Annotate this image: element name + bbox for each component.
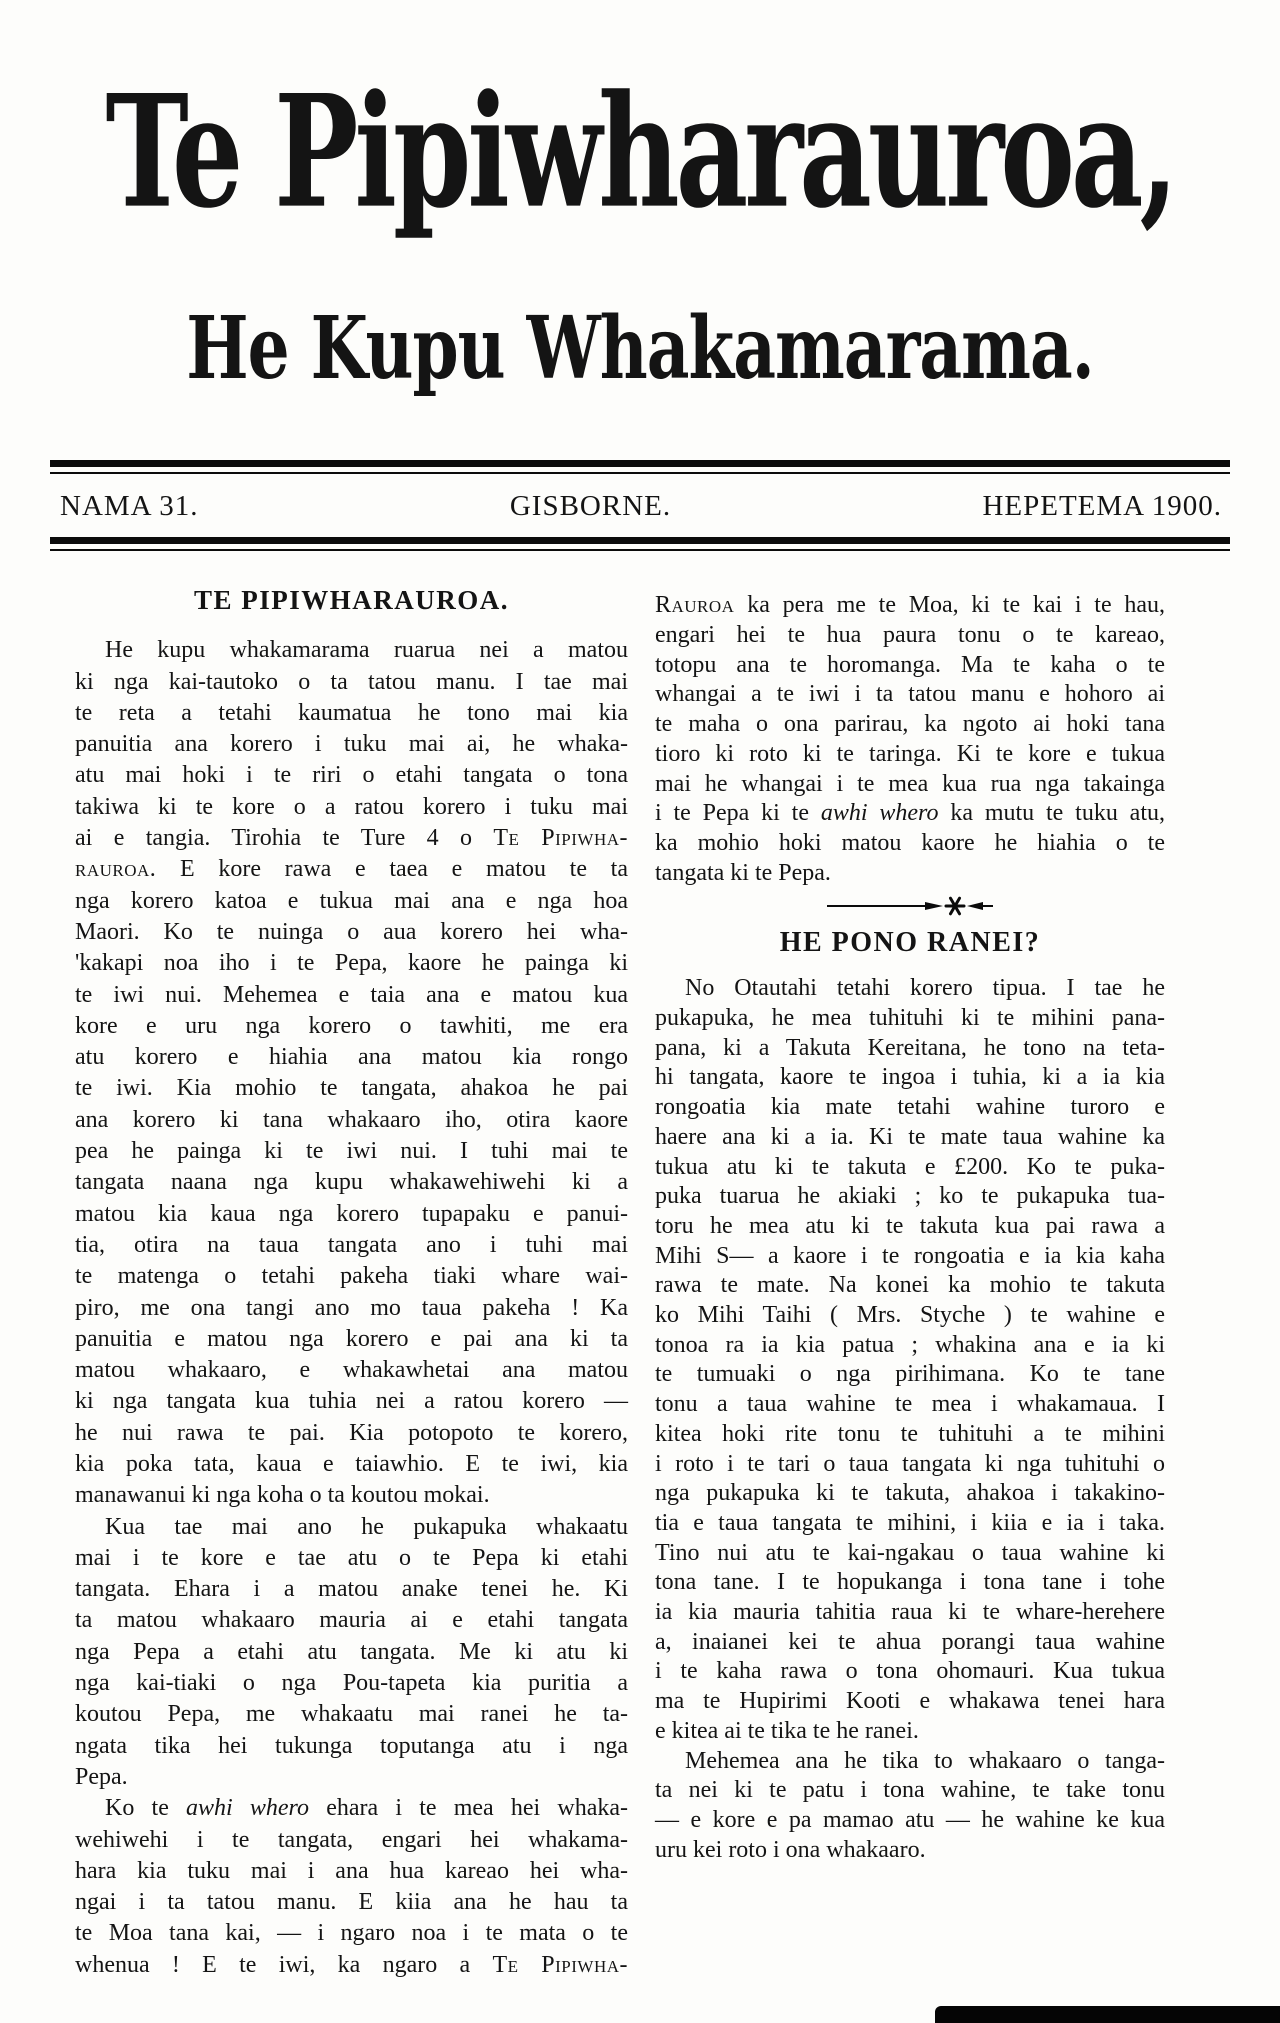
text-line: manawanui ki nga koha o ta koutou mokai. (75, 1482, 490, 1509)
text-line: kore e uru nga korero o tawhiti, me era (75, 1012, 628, 1039)
text-line: Mihi S— a kaore i te rongoatia e ia kia kaha (655, 1242, 1165, 1269)
text-line: ana korero ki tana whakaaro iho, otira kaore (75, 1106, 628, 1133)
scan-artifact-bar (935, 2006, 1280, 2023)
text-line: ko Mihi Taihi ( Mrs. Styche ) te wahine e (655, 1302, 1165, 1329)
article-columns (75, 579, 1165, 1981)
text-line: te iwi. Kia mohio te tangata, ahakoa he pai (75, 1075, 628, 1102)
text-line: Kua tae mai ano he pukapuka whakaatu (105, 1513, 628, 1540)
rule-thin (50, 549, 1230, 551)
text-line: he nui rawa te pai. Kia potopoto te korero, (75, 1419, 628, 1446)
right-column-text-top (655, 591, 1165, 888)
text-line: mai he whangai i te mea kua rua nga takainga (655, 770, 1165, 797)
left-column (75, 579, 628, 1981)
text-line: Tino nui atu te kai-ngakau o taua wahine ki (655, 1539, 1165, 1566)
left-column-text (75, 635, 628, 1981)
text-line: ki nga tangata kua tuhia nei a ratou korero — (75, 1388, 628, 1415)
text-line: nga Pepa a etahi atu tangata. Me ki atu ki (75, 1638, 628, 1665)
text-line: hara kia tuku mai i ana hua kareao hei wha- (75, 1857, 628, 1884)
paragraph (655, 591, 1165, 888)
rule-thick (50, 537, 1230, 544)
text-line: kitea hoki rite tonu te tuhituhi a te mihini (655, 1420, 1165, 1447)
text-line: te iwi nui. Mehemea e taia ana e matou kua (75, 981, 628, 1008)
text-line: tangata. Ehara i a matou anake tenei he. Ki (75, 1576, 628, 1603)
section-heading: HE PONO RANEI? (779, 927, 1041, 959)
text-line: a, inaianei kei te ahua porangi taua wahine (655, 1628, 1165, 1655)
text-line: pukapuka, he mea tuhituhi ki te mihini pana- (655, 1005, 1165, 1032)
text-line: matou kia kaua nga korero tupapaku e panui- (75, 1200, 628, 1227)
text-line: tangata naana nga kupu whakawehiwehi ki a (75, 1169, 628, 1196)
text-line: — e kore e pa mamao atu — he wahine ke kua (655, 1807, 1165, 1833)
text-line: ngata tika hei tukunga toputanga atu i nga (75, 1732, 628, 1759)
text-line: rongoatia kia mate tetahi wahine turoro e (655, 1094, 1165, 1121)
paragraph (655, 1747, 1165, 1866)
arrow-star-rule-icon (825, 896, 995, 916)
text-line: ta nei ki te patu i tona wahine, te take tonu (655, 1777, 1165, 1804)
masthead-title: Te Pipiwharauroa, (105, 62, 1175, 243)
text-line: panuitia e matou nga korero e pai ana ki ta (75, 1325, 628, 1352)
text-line: te reta a tetahi kaumatua he tono mai kia (75, 699, 628, 726)
text-line: Mehemea ana he tika to whakaaro o tanga- (685, 1747, 1165, 1774)
paragraph (655, 974, 1165, 1746)
text-line: atu mai hoki i te riri o etahi tangata o tona (75, 762, 628, 789)
text-line: uru kei roto i ona whakaaro. (655, 1836, 926, 1863)
text-line: tia, otira na taua tangata ano i tuhi mai (75, 1231, 628, 1258)
double-rule-bottom (50, 537, 1230, 551)
text-line: hi tangata, kaore te ingoa i tuhia, ki a ia kia (655, 1064, 1165, 1091)
text-line: 'kakapi noa iho i te Pepa, kaore he painga ki (75, 950, 628, 977)
masthead-subtitle: He Kupu Whakamarama. (186, 297, 1094, 400)
text-line: tonoa ra ia kia patua ; whakina ana e ia ki (655, 1331, 1165, 1358)
text-line: puka tuarua he akiaki ; ko te pukapuka tua- (655, 1183, 1165, 1210)
text-line: te maha o ona parirau, ka ngoto ai hoki tana (655, 711, 1165, 738)
text-line: koutou Pepa, me whakaatu mai ranei he ta- (75, 1701, 628, 1728)
text-line: toru he mea atu ki te takuta kua pai rawa a (655, 1212, 1165, 1239)
text-line: tukua atu ki te takuta e £200. Ko te puka- (655, 1153, 1165, 1180)
double-rule-top (50, 460, 1230, 474)
text-line: Pepa. (75, 1763, 128, 1790)
text-line: pea he painga ki te iwi nui. I tuhi mai te (75, 1138, 628, 1165)
text-line: mai i te kore e tae atu o te Pepa ki etahi (75, 1544, 628, 1571)
divider-ornament (655, 896, 1165, 916)
text-line: No Otautahi tetahi korero tipua. I tae he (685, 975, 1165, 1002)
text-line: panuitia ana korero i tuku mai ai, he whaka- (75, 731, 628, 758)
text-line: tangata ki te Pepa. (655, 859, 831, 886)
paragraph (75, 1512, 628, 1794)
text-line: tonu a taua wahine te mea i whakamaua. I (655, 1391, 1165, 1418)
text-line: atu korero e hiahia ana matou kia rongo (75, 1044, 628, 1071)
text-line: wehiwehi i te tangata, engari hei whakama- (75, 1826, 628, 1853)
text-line: tioro ki roto ki te taringa. Ki te kore e tukua (655, 740, 1165, 767)
text-line: whangai a te iwi i ta tatou manu e hohoro ai (655, 681, 1165, 708)
issue-bar (0, 474, 1280, 537)
text-line: Ko te awhi whero ehara i te mea hei whaka- (105, 1795, 628, 1822)
right-column-text (655, 974, 1165, 1865)
text-line: tia e taua tangata te mihini, i kiia e ia i taka. (655, 1509, 1165, 1536)
text-line: ki nga kai-tautoko o ta tatou manu. I tae mai (75, 668, 628, 695)
text-line: nga pukapuka ki te takuta, ahakoa i takakino- (655, 1480, 1165, 1507)
text-line: ai e tangia. Tirohia te Ture 4 o Te Pipiwha- (75, 825, 628, 852)
issue-number: NAMA 31. (60, 490, 199, 523)
text-line: engari hei te hua paura tonu o te kareao, (655, 621, 1165, 648)
issue-date: HEPETEMA 1900. (982, 490, 1222, 523)
text-line: nga korero katoa e tukua mai ana e nga hoa (75, 887, 628, 914)
text-line: whenua ! E te iwi, ka ngaro a Te Pipiwha- (75, 1951, 628, 1978)
text-line: rauroa. E kore rawa e taea e matou te ta (75, 856, 628, 883)
text-line: ka mohio hoki matou kaore he hiahia o te (655, 829, 1165, 856)
paragraph (75, 635, 628, 1511)
text-line: pana, ki a Takuta Kereitana, he tono na teta- (655, 1034, 1165, 1061)
text-line: piro, me ona tangi ano mo taua pakeha ! Ka (75, 1294, 628, 1321)
text-line: tona tane. I te hopukanga i tona tane i tohe (655, 1569, 1165, 1596)
text-line: Maori. Ko te nuinga o aua korero hei wha- (75, 918, 628, 945)
text-line: te tumuaki o nga pirihimana. Ko te tane (655, 1361, 1165, 1388)
text-line: takiwa ki te kore o a ratou korero i tuku mai (75, 793, 628, 820)
text-line: i te Pepa ki te awhi whero ka mutu te tuku atu, (655, 800, 1165, 827)
paragraph (75, 1793, 628, 1981)
text-line: ta matou whakaaro mauria ai e etahi tangata (75, 1607, 628, 1634)
text-line: te Moa tana kai, — i ngaro noa i te mata o te (75, 1920, 628, 1947)
right-column (655, 579, 1165, 1981)
text-line: i roto i te tari o taua tangata ki nga tuhituhi o (655, 1450, 1165, 1477)
text-line: haere ana ki a ia. Ki te mate taua wahine ka (655, 1123, 1165, 1150)
text-line: i te kaha rawa o tona ohomauri. Kua tukua (655, 1658, 1165, 1685)
text-line: kia poka tata, kaua e taiawhio. E te iwi, kia (75, 1451, 628, 1477)
text-line: nga kai-tiaki o nga Pou-tapeta kia puritia a (75, 1670, 628, 1697)
text-line: ia kia mauria tahitia raua ki te whare-herehere (655, 1599, 1165, 1626)
rule-thick (50, 460, 1230, 467)
text-line: e kitea ai te tika te he ranei. (655, 1717, 919, 1744)
text-line: matou whakaaro, e whakawhetai ana matou (75, 1357, 628, 1384)
text-line: te matenga o tetahi pakeha tiaki whare wai- (75, 1263, 628, 1290)
text-line: ma te Hupirimi Kooti e whakawa tenei hara (655, 1688, 1165, 1715)
text-line: ngai i ta tatou manu. E kiia ana he hau ta (75, 1889, 628, 1916)
text-line: He kupu whakamarama ruarua nei a matou (105, 637, 628, 664)
text-line: totopu ana te horomanga. Ma te kaha o te (655, 651, 1165, 678)
text-line: rawa te mate. Na konei ka mohio te takuta (655, 1272, 1165, 1299)
place-name: GISBORNE. (509, 490, 672, 523)
article-heading: TE PIPIWHARAUROA. (193, 585, 509, 616)
text-line: Rauroa ka pera me te Moa, ki te kai i te hau, (655, 592, 1165, 619)
